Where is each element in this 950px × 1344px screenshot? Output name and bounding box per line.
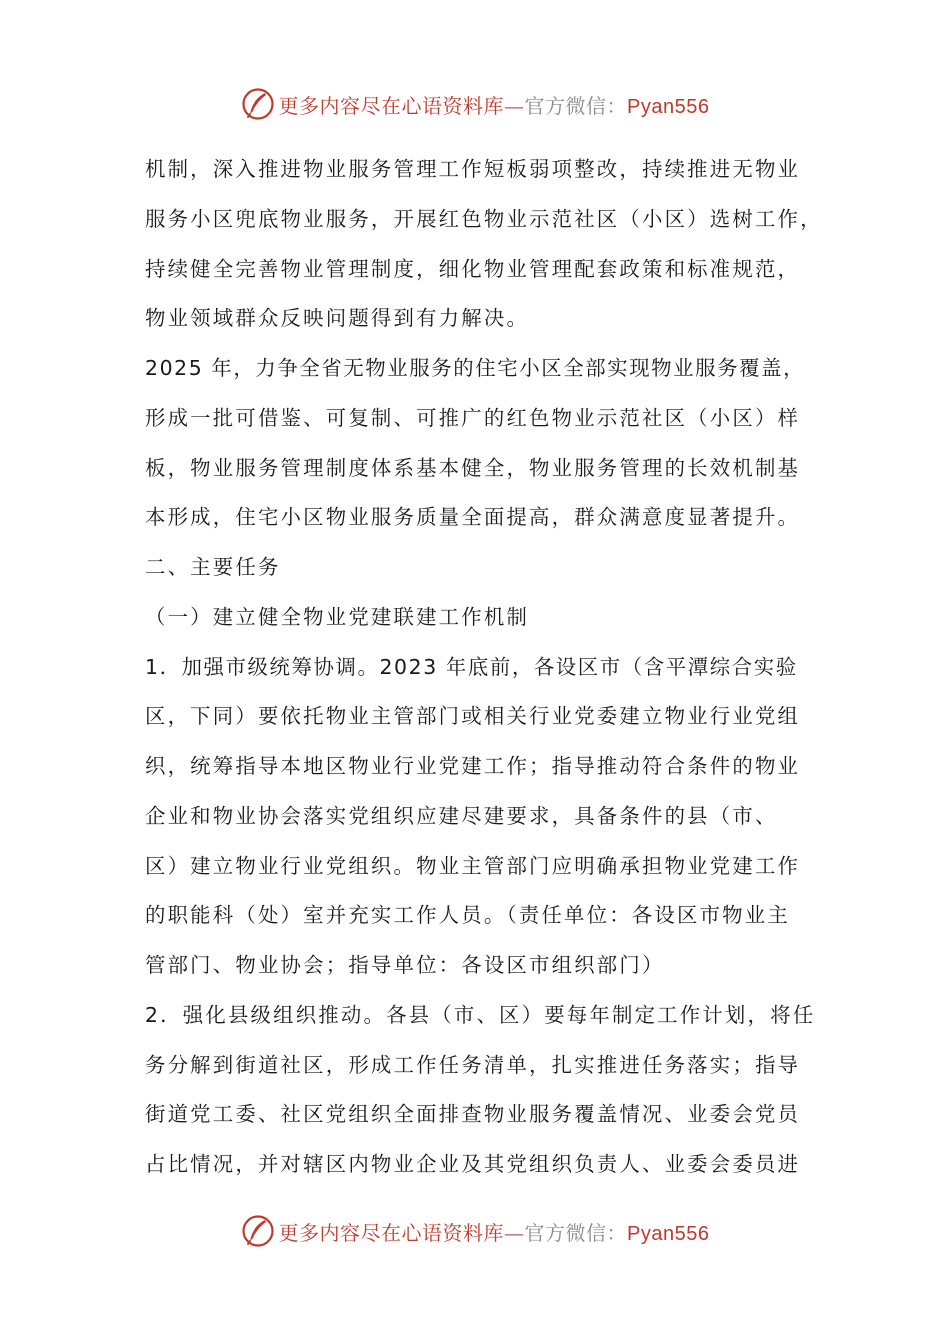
banner-site-name: 更多内容尽在心语资料库 — [278, 1220, 505, 1245]
body-line: 街道党工委、社区党组织全面排查物业服务覆盖情况、业委会党员 — [145, 1102, 801, 1127]
banner-wechat-id: Pyan556 — [627, 95, 710, 118]
body-line: 管部门、物业协会；指导单位：各设区市组织部门） — [145, 953, 665, 977]
body-line: 板，物业服务管理制度体系基本健全，物业服务管理的长效机制基 — [145, 455, 801, 480]
quill-pen-logo-icon — [241, 87, 275, 121]
body-line: 的职能科（处）室并充实工作人员。（责任单位：各设区市物业主 — [145, 903, 790, 928]
body-line: 机制，深入推进物业服务管理工作短板弱项整改，持续推进无物业 — [145, 157, 801, 181]
body-line: 物业领域群众反映问题得到有力解决。 — [145, 306, 530, 331]
body-line: 服务小区兜底物业服务，开展红色物业示范社区（小区）选树工作， — [145, 206, 823, 231]
body-line: 区）建立物业行业党组织。物业主管部门应明确承担物业党建工作 — [145, 853, 801, 878]
body-line: 占比情况，并对辖区内物业企业及其党组织负责人、业委会委员进 — [145, 1152, 801, 1176]
banner-dash: — — [504, 93, 525, 118]
body-line: 2025 年，力争全省无物业服务的住宅小区全部实现物业服务覆盖， — [145, 356, 806, 380]
body-line: 持续健全完善物业管理制度，细化物业管理配套政策和标准规范， — [145, 256, 801, 281]
banner-wechat-label: 官方微信： — [524, 1220, 628, 1245]
footer-banner — [0, 1211, 950, 1251]
banner-dash: — — [504, 1220, 525, 1245]
banner-text — [279, 90, 710, 119]
banner-site-name: 更多内容尽在心语资料库 — [278, 93, 505, 118]
banner-text — [279, 1217, 710, 1246]
body-line: 务分解到街道社区，形成工作任务清单，扎实推进任务落实；指导 — [145, 1052, 801, 1077]
subsection-heading: （一）建立健全物业党建联建工作机制 — [145, 604, 530, 629]
body-line: 本形成，住宅小区物业服务质量全面提高，群众满意度显著提升。 — [145, 505, 801, 530]
body-line: 1．加强市级统筹协调。2023 年底前，各设区市（含平潭综合实验 — [145, 654, 798, 679]
document-body — [145, 145, 825, 1190]
body-line: 区，下同）要依托物业主管部门或相关行业党委建立物业行业党组 — [145, 704, 801, 729]
body-line: 2．强化县级组织推动。各县（市、区）要每年制定工作计划，将任 — [145, 1002, 816, 1027]
quill-pen-logo-icon — [241, 1214, 275, 1248]
banner-wechat-id: Pyan556 — [627, 1222, 710, 1245]
body-line: 织，统筹指导本地区物业行业党建工作；指导推动符合条件的物业 — [145, 754, 801, 778]
banner-wechat-label: 官方微信： — [524, 93, 628, 118]
header-banner — [0, 84, 950, 124]
body-line: 企业和物业协会落实党组织应建尽建要求，具备条件的县（市、 — [145, 803, 778, 828]
section-heading: 二、主要任务 — [145, 555, 281, 579]
body-line: 形成一批可借鉴、可复制、可推广的红色物业示范社区（小区）样 — [145, 405, 801, 430]
